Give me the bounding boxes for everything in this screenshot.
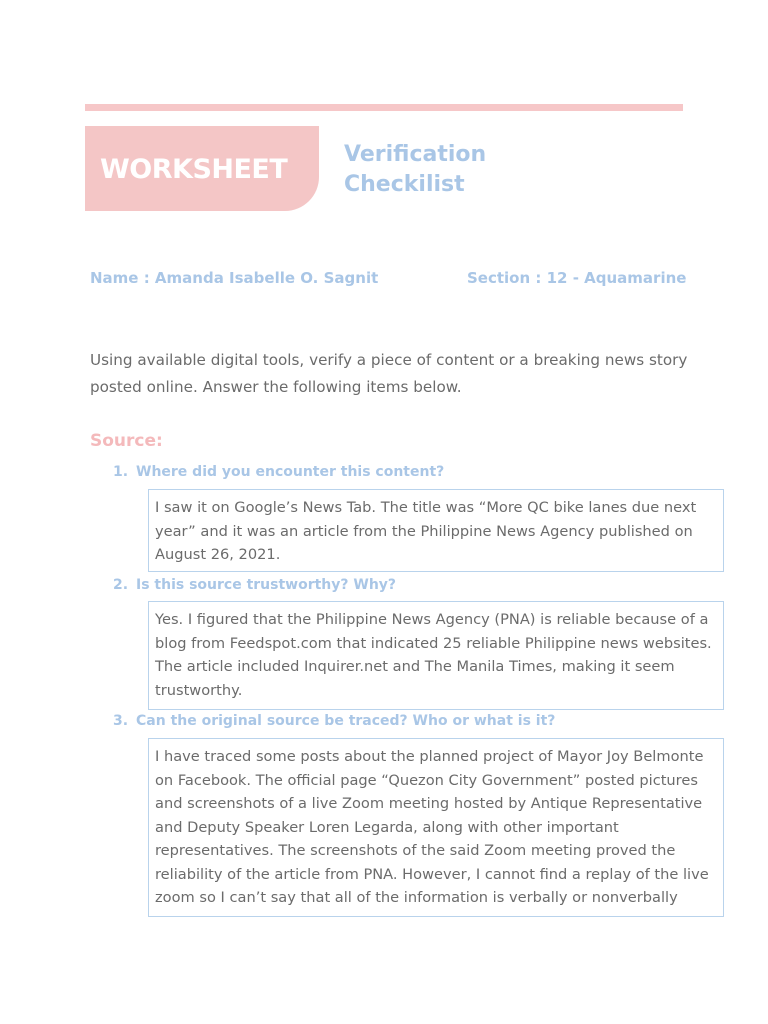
question-2 (113, 577, 396, 593)
answer-box-2: Yes. I figured that the Philippine News Agency (PNA) is reliable because of a blog from Feedspot.com that indicated 25 reliable Philippine news websites. The article included Inquirer.net and The Manila Times, making it seem trustworthy. (148, 601, 724, 710)
answer-box-1: I saw it on Google’s News Tab. The title was “More QC bike lanes due next year” and it was an article from the Philippine News Agency published on August 26, 2021. (148, 489, 724, 572)
document-title (344, 140, 486, 200)
question-1 (113, 464, 444, 480)
question-3 (113, 713, 555, 729)
question-number: 2. (113, 577, 129, 593)
question-text: Is this source trustworthy? Why? (136, 577, 397, 593)
document-title-line-1: Verification (344, 142, 487, 167)
worksheet-label: WORKSHEET (100, 154, 288, 185)
question-number: 1. (113, 464, 129, 480)
student-section: Section : 12 - Aquamarine (467, 269, 687, 287)
worksheet-banner (85, 126, 319, 211)
student-name: Name : Amanda Isabelle O. Sagnit (90, 269, 379, 287)
document-title-line-2: Checkilist (344, 172, 465, 197)
question-number: 3. (113, 713, 129, 729)
instructions-paragraph: Using available digital tools, verify a piece of content or a breaking news story posted online. Answer the following items below. (90, 351, 688, 396)
answer-box-3: I have traced some posts about the planned project of Mayor Joy Belmonte on Facebook. The official page “Quezon City Government” posted pictures and screenshots of a live Zoom meeting hosted by Antique Representative and Deputy Speaker Loren Legarda, along with other important representatives. The screenshots of the said Zoom meeting proved the reliability of the article from PNA. However, I cannot find a replay of the live zoom so I can’t say that all of the information is verbally or nonverbally (148, 738, 724, 917)
question-text: Can the original source be traced? Who or what is it? (136, 713, 556, 729)
source-heading: Source: (90, 431, 163, 451)
top-divider-bar (85, 104, 683, 111)
question-text: Where did you encounter this content? (136, 464, 445, 480)
